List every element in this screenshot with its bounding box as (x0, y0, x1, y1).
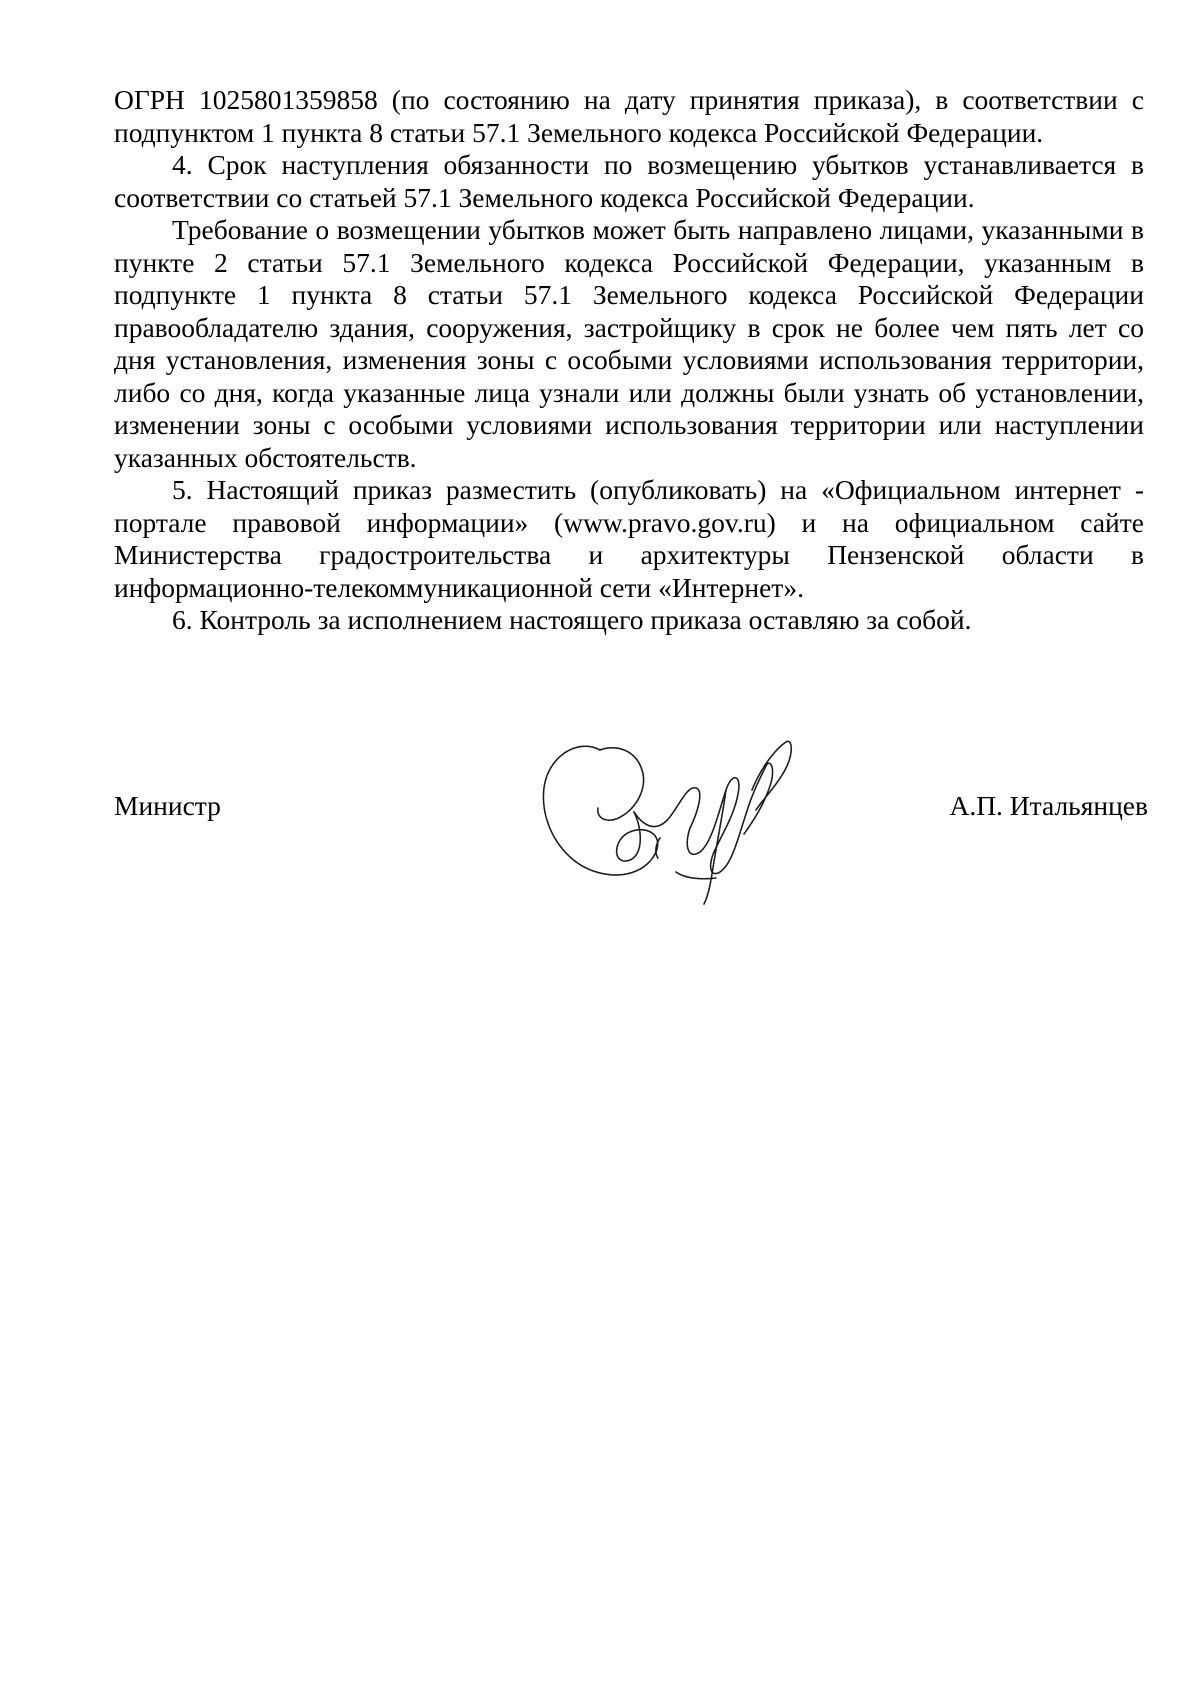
paragraph-ogrn: ОГРН 1025801359858 (по состоянию на дату принятия приказа), в соответствии с подпунктом 1 пункта 8 статьи 57.1 Земельного кодекса Российской Федерации. (114, 84, 1144, 148)
paragraph-5: 5. Настоящий приказ разместить (опубликовать) на «Официальном интернет - портале правовой информации» (www.pravo.gov.ru) и на официальном сайте Министерства градостроительства и архитектуры Пензенской области в информационно-телекоммуникационной сети «Интернет». (114, 474, 1144, 603)
signatory-title: Министр (114, 790, 221, 821)
document-body (114, 84, 1144, 637)
paragraph-4: 4. Срок наступления обязанности по возмещению убытков устанавливается в соответствии со статьей 57.1 Земельного кодекса Российской Федерации. (114, 149, 1144, 213)
paragraph-claim-requirement: Требование о возмещении убытков может быть направлено лицами, указанными в пункте 2 статьи 57.1 Земельного кодекса Российской Федерации, указанным в подпункте 1 пункта 8 статьи 57.1 Земельного кодекса Российской Федерации правообладателю здания, сооружения, застройщику в срок не более чем пять лет со дня установления, изменения зоны с особыми условиями использования территории, либо со дня, когда указанные лица узнали или должны были узнать об установлении, изменении зоны с особыми условиями использования территории или наступлении указанных обстоятельств. (114, 214, 1144, 473)
handwritten-signature (538, 728, 808, 906)
signatory-name: А.П. Итальянцев (949, 790, 1148, 821)
paragraph-6: 6. Контроль за исполнением настоящего приказа оставляю за собой. (172, 604, 972, 635)
